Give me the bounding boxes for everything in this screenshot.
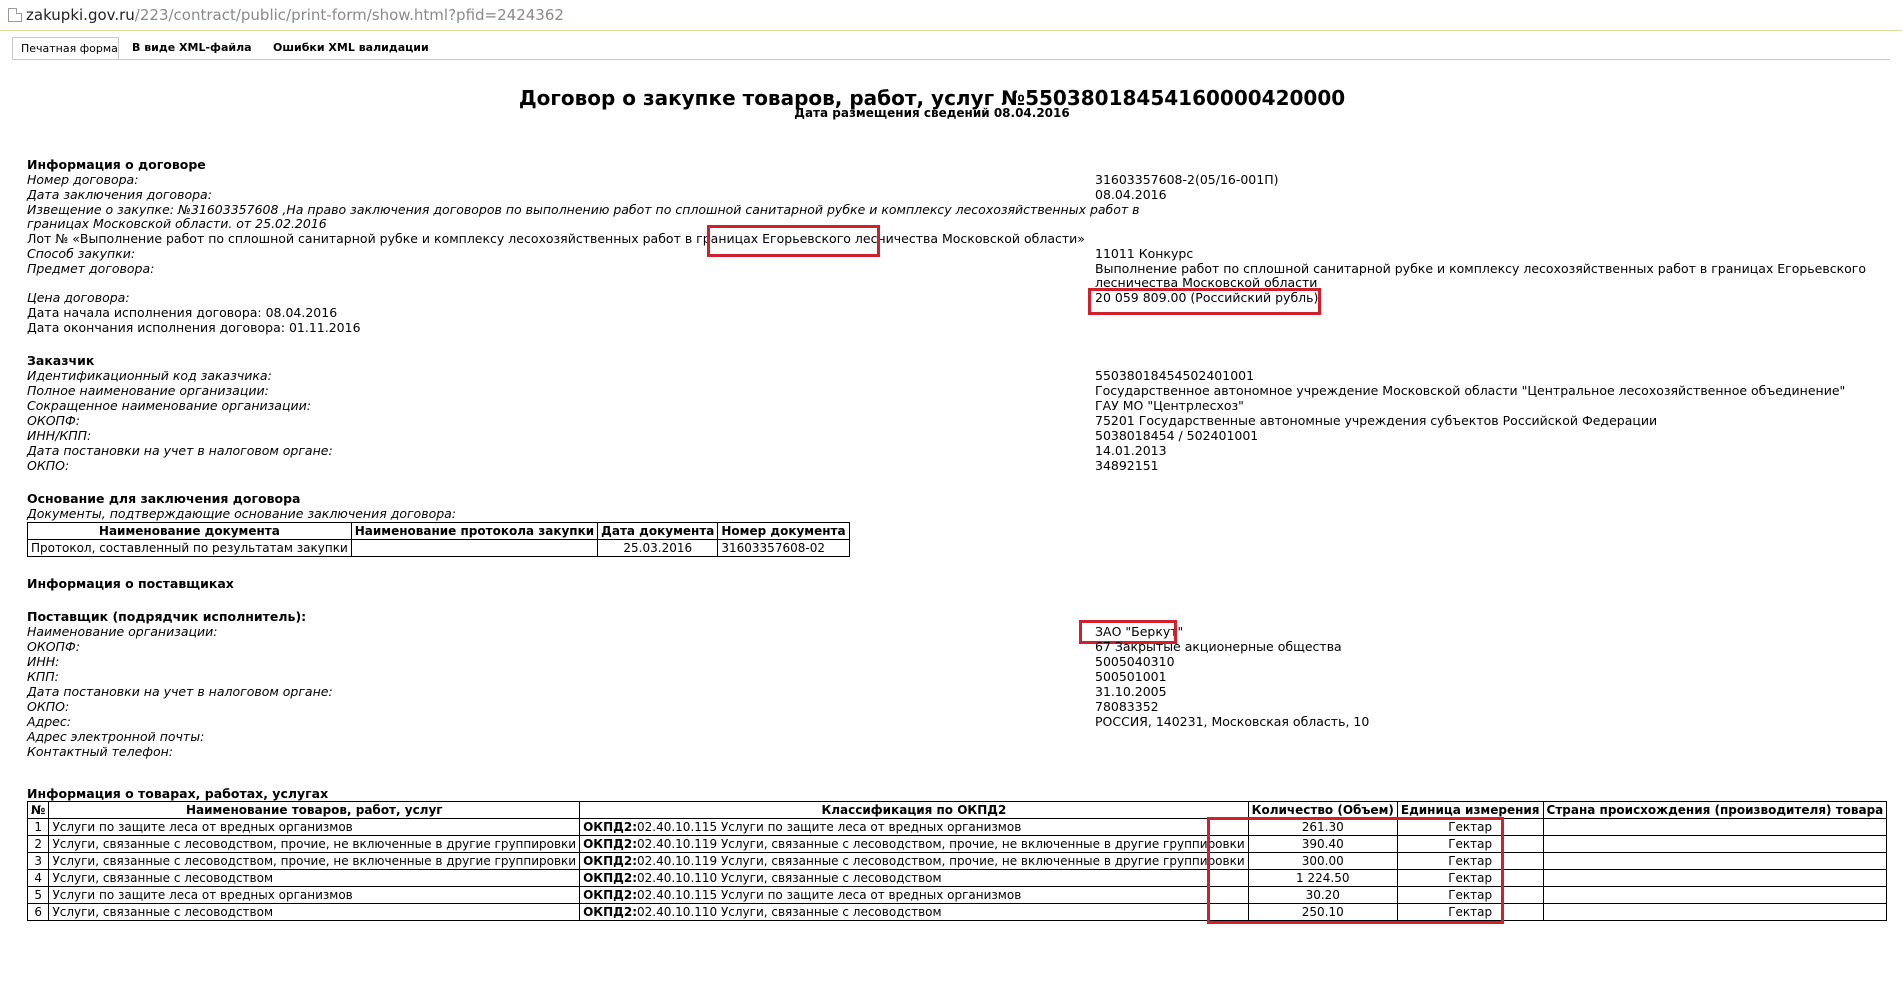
goods-table — [27, 801, 1887, 921]
row-number: 4 — [28, 870, 49, 887]
supplier-field-label: Наименование организации: — [27, 624, 218, 639]
customer-field-value: 5038018454 / 502401001 — [1095, 428, 1259, 443]
column-header: Номер документа — [718, 523, 849, 540]
country — [1543, 870, 1887, 887]
column-header: Дата документа — [598, 523, 718, 540]
item-name: Услуги, связанные с лесоводством, прочие, не включенные в другие группировки — [49, 853, 580, 870]
customer-field-label: Полное наименование организации: — [27, 383, 269, 398]
table-row — [28, 836, 1887, 853]
supplier-field-value: 31.10.2005 — [1095, 684, 1167, 699]
item-name: Услуги, связанные с лесоводством — [49, 904, 580, 921]
quantity: 250.10 — [1248, 904, 1397, 921]
column-header: Количество (Объем) — [1248, 802, 1397, 819]
table-cell: Протокол, составленный по результатам закупки — [28, 540, 352, 557]
okpd-prefix: ОКПД2: — [583, 904, 637, 919]
country — [1543, 836, 1887, 853]
quantity: 1 224.50 — [1248, 870, 1397, 887]
column-header: Наименование протокола закупки — [351, 523, 597, 540]
okpd-code: 02.40.10.115 Услуги по защите леса от вредных организмов — [637, 819, 1022, 834]
unit: Гектар — [1397, 853, 1543, 870]
document-title: Договор о закупке товаров, работ, услуг №55038018454160000420000 — [518, 86, 1346, 110]
okpd-code: 02.40.10.115 Услуги по защите леса от вредных организмов — [637, 887, 1022, 902]
table-row — [28, 870, 1887, 887]
customer-field-value: 55038018454502401001 — [1095, 368, 1255, 383]
goods-heading: Информация о товарах, работах, услугах — [27, 786, 329, 801]
table-cell: 25.03.2016 — [598, 540, 718, 557]
unit: Гектар — [1397, 836, 1543, 853]
subject-label: Предмет договора: — [27, 261, 155, 276]
subject-line-1: Выполнение работ по сплошной санитарной рубке и комплексу лесохозяйственных работ в границах Егорьевского — [1095, 261, 1866, 276]
unit: Гектар — [1397, 870, 1543, 887]
row-number: 3 — [28, 853, 49, 870]
item-name: Услуги по защите леса от вредных организмов — [49, 887, 580, 904]
country — [1543, 819, 1887, 836]
contract-number-label: Номер договора: — [27, 172, 139, 187]
country — [1543, 887, 1887, 904]
publication-date: Дата размещения сведений 08.04.2016 — [794, 106, 1070, 120]
column-header: Наименование документа — [28, 523, 352, 540]
okpd-cell — [580, 887, 1249, 904]
method-label: Способ закупки: — [27, 246, 136, 261]
supplier-field-value: 67 Закрытые акционерные общества — [1095, 639, 1342, 654]
supplier-field-label: ИНН: — [27, 654, 60, 669]
table-header-row — [28, 523, 850, 540]
customer-field-label: Идентификационный код заказчика: — [27, 368, 272, 383]
suppliers-heading: Информация о поставщиках — [27, 576, 234, 591]
okpd-cell — [580, 819, 1249, 836]
row-number: 6 — [28, 904, 49, 921]
contract-number-value: 31603357608-2(05/16-001П) — [1095, 172, 1279, 187]
price-label: Цена договора: — [27, 290, 130, 305]
table-row — [28, 819, 1887, 836]
tab-print-form[interactable]: Печатная форма — [12, 37, 119, 59]
method-value: 11011 Конкурс — [1095, 246, 1194, 261]
okpd-cell — [580, 853, 1249, 870]
column-header: Наименование товаров, работ, услуг — [49, 802, 580, 819]
okpd-code: 02.40.10.119 Услуги, связанные с лесоводством, прочие, не включенные в другие группировки — [637, 836, 1245, 851]
customer-field-value: 75201 Государственные автономные учреждения субъектов Российской Федерации — [1095, 413, 1658, 428]
supplier-field-value: 78083352 — [1095, 699, 1159, 714]
country — [1543, 904, 1887, 921]
okpd-cell — [580, 836, 1249, 853]
okpd-cell — [580, 870, 1249, 887]
supplier-field-label: КПП: — [27, 669, 59, 684]
customer-heading: Заказчик — [27, 353, 95, 368]
item-name: Услуги, связанные с лесоводством, прочие, не включенные в другие группировки — [49, 836, 580, 853]
row-number: 1 — [28, 819, 49, 836]
item-name: Услуги по защите леса от вредных организмов — [49, 819, 580, 836]
supplier-field-label: Контактный телефон: — [27, 744, 173, 759]
start-date: Дата начала исполнения договора: 08.04.2016 — [27, 305, 338, 320]
customer-field-value: Государственное автономное учреждение Московской области "Центральное лесохозяйственное объединение" — [1095, 383, 1846, 398]
supplier-field-value: 5005040310 — [1095, 654, 1175, 669]
notice-line-2: границах Московской области. от 25.02.2016 — [27, 216, 327, 231]
table-row — [28, 904, 1887, 921]
basis-table — [27, 522, 850, 557]
supplier-field-label: Адрес: — [27, 714, 71, 729]
column-header: Единица измерения — [1397, 802, 1543, 819]
customer-field-label: Сокращенное наименование организации: — [27, 398, 311, 413]
tab-xml-errors[interactable]: Ошибки XML валидации — [273, 41, 429, 54]
quantity: 390.40 — [1248, 836, 1397, 853]
quantity: 261.30 — [1248, 819, 1397, 836]
customer-field-value: ГАУ МО "Центрлесхоз" — [1095, 398, 1244, 413]
supplier-field-label: Адрес электронной почты: — [27, 729, 205, 744]
customer-field-value: 14.01.2013 — [1095, 443, 1167, 458]
quantity: 30.20 — [1248, 887, 1397, 904]
okpd-prefix: ОКПД2: — [583, 853, 637, 868]
unit: Гектар — [1397, 819, 1543, 836]
table-row — [28, 540, 850, 557]
okpd-code: 02.40.10.110 Услуги, связанные с лесоводством — [637, 870, 942, 885]
tab-xml-file[interactable]: В виде XML-файла — [132, 41, 252, 54]
okpd-cell — [580, 904, 1249, 921]
supplier-field-label: ОКПО: — [27, 699, 70, 714]
row-number: 5 — [28, 887, 49, 904]
customer-field-label: Дата постановки на учет в налоговом органе: — [27, 443, 333, 458]
supplier-field-value: РОССИЯ, 140231, Московская область, 10 — [1095, 714, 1370, 729]
column-header: Страна происхождения (производителя) товара — [1543, 802, 1887, 819]
okpd-prefix: ОКПД2: — [583, 836, 637, 851]
row-number: 2 — [28, 836, 49, 853]
end-date: Дата окончания исполнения договора: 01.11.2016 — [27, 320, 361, 335]
unit: Гектар — [1397, 904, 1543, 921]
okpd-prefix: ОКПД2: — [583, 819, 637, 834]
okpd-prefix: ОКПД2: — [583, 870, 637, 885]
contract-date-label: Дата заключения договора: — [27, 187, 212, 202]
customer-field-label: ИНН/КПП: — [27, 428, 92, 443]
okpd-code: 02.40.10.110 Услуги, связанные с лесоводством — [637, 904, 942, 919]
item-name: Услуги, связанные с лесоводством — [49, 870, 580, 887]
basis-sublabel: Документы, подтверждающие основание заключения договора: — [27, 506, 457, 521]
okpd-prefix: ОКПД2: — [583, 887, 637, 902]
contract-date-value: 08.04.2016 — [1095, 187, 1167, 202]
supplier-field-label: Дата постановки на учет в налоговом органе: — [27, 684, 333, 699]
supplier-heading: Поставщик (подрядчик исполнитель): — [27, 609, 307, 624]
unit: Гектар — [1397, 887, 1543, 904]
supplier-field-value: 500501001 — [1095, 669, 1167, 684]
customer-field-label: ОКПО: — [27, 458, 70, 473]
quantity: 300.00 — [1248, 853, 1397, 870]
table-header-row — [28, 802, 1887, 819]
column-header: № — [28, 802, 49, 819]
country — [1543, 853, 1887, 870]
table-row — [28, 853, 1887, 870]
table-cell: 31603357608-02 — [718, 540, 849, 557]
customer-field-value: 34892151 — [1095, 458, 1159, 473]
url-path: /223/contract/public/print-form/show.html?pfid=2424362 — [134, 6, 564, 24]
column-header: Классификация по ОКПД2 — [580, 802, 1249, 819]
supplier-field-label: ОКОПФ: — [27, 639, 80, 654]
table-row — [28, 887, 1887, 904]
contract-heading: Информация о договоре — [27, 157, 206, 172]
notice-line-1: Извещение о закупке: №31603357608 ,На право заключения договоров по выполнению работ по сплошной санитарной рубке и комплексу лесохозяйственных работ в — [27, 202, 1140, 217]
supplier-name-value: ЗАО "Беркут" — [1095, 624, 1184, 639]
lot-line: Лот № «Выполнение работ по сплошной санитарной рубке и комплексу лесохозяйственных работ в границах Егорьевского лесничества Московской области» — [27, 231, 1085, 246]
price-value: 20 059 809.00 (Российский рубль) — [1095, 290, 1319, 305]
customer-field-label: ОКОПФ: — [27, 413, 80, 428]
table-cell — [351, 540, 597, 557]
url-host: zakupki.gov.ru — [26, 6, 135, 24]
subject-line-2: лесничества Московской области — [1095, 275, 1318, 290]
okpd-code: 02.40.10.119 Услуги, связанные с лесоводством, прочие, не включенные в другие группировки — [637, 853, 1245, 868]
basis-heading: Основание для заключения договора — [27, 491, 301, 506]
